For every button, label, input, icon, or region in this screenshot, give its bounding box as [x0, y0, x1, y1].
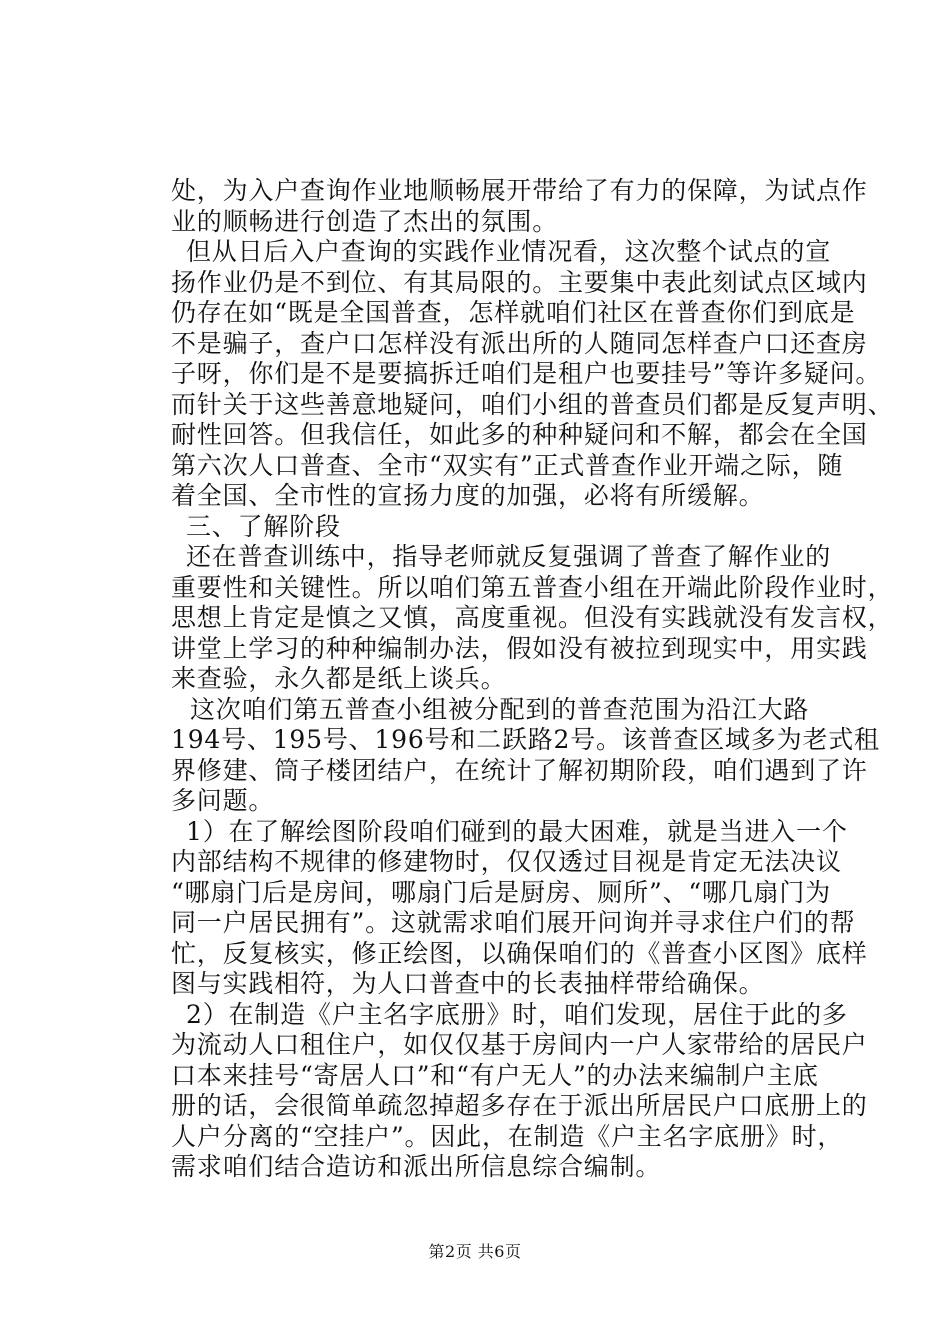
paragraph-start-line: 还在普查训练中，指导老师就反复强调了普查了解作业的 — [186, 542, 832, 571]
list-item-start-line: 2）在制造《户主名字底册》时，咱们发现，居住于此的多 — [186, 999, 848, 1029]
text-line: 着全国、全市性的宣扬力度的加强，必将有所缓解。 — [171, 481, 765, 510]
text-line: 子呀，你们是不是要搞拆迁咱们是租户也要挂号”等许多疑问。 — [171, 359, 882, 388]
text-line: 耐性回答。但我信任，如此多的种种疑问和不解，都会在全国 — [171, 420, 868, 449]
text-line: 图与实践相符，为人口普查中的长表抽样带给确保。 — [171, 969, 765, 998]
text-line: 多问题。 — [171, 786, 275, 815]
text-line: 册的话，会很简单疏忽掉超多存在于派出所居民户口底册上的 — [171, 1091, 868, 1120]
text-line: 口本来挂号“寄居人口”和“有户无人”的办法来编制户主底 — [171, 1060, 819, 1090]
list-item-start-line: 1）在了解绘图阶段咱们碰到的最大困难，就是当进入一个 — [186, 816, 848, 846]
text-line: 同一户居民拥有”。这就需求咱们展开问询并寻求住户们的帮 — [171, 908, 856, 937]
text-line: 第六次人口普查、全市“双实有”正式普查作业开端之际，随 — [171, 450, 844, 480]
paragraph-start-line: 但从日后入户查询的实践作业情况看，这次整个试点的宣 — [186, 237, 832, 266]
paragraph-start-line: 这次咱们第五普查小组被分配到的普查范围为沿江大路 — [190, 694, 810, 724]
text-line: 重要性和关键性。所以咱们第五普查小组在开端此阶段作业时， — [171, 572, 894, 602]
text-line: 而针关于这些善意地疑问，咱们小组的普查员们都是反复声明、 — [171, 389, 894, 419]
text-line: 界修建、筒子楼团结户，在统计了解初期阶段，咱们遇到了许 — [171, 755, 868, 785]
text-line: 不是骗子，查户口怎样没有派出所的人随同怎样查户口还查房 — [171, 328, 868, 358]
text-line: 处，为入户查询作业地顺畅展开带给了有力的保障，为试点作 — [171, 176, 868, 205]
body-text — [171, 176, 894, 1183]
text-line: 扬作业仍是不到位、有其局限的。主要集中表此刻试点区域内 — [171, 267, 868, 297]
text-line: 思想上肯定是慎之又慎，高度重视。但没有实践就没有发言权， — [171, 603, 894, 632]
text-line: 仍存在如“既是全国普查，怎样就咱们社区在普查你们到底是 — [171, 298, 856, 327]
text-line: 为流动人口租住户，如仅仅基于房间内一户人家带给的居民户 — [171, 1030, 868, 1059]
text-line: 需求咱们结合造访和派出所信息综合编制。 — [171, 1152, 662, 1181]
text-line: 内部结构不规律的修建物时，仅仅透过目视是肯定无法决议 — [171, 847, 842, 876]
page-number-footer: 第2页 共6页 — [428, 1242, 522, 1261]
text-line: 讲堂上学习的种种编制办法，假如没有被拉到现实中，用实践 — [171, 633, 868, 663]
text-line: “哪扇门后是房间，哪扇门后是厨房、厕所”、“哪几扇门为 — [171, 877, 831, 907]
text-line: 业的顺畅进行创造了杰出的氛围。 — [171, 206, 559, 236]
text-line: 来查验，永久都是纸上谈兵。 — [171, 664, 507, 693]
text-line: 人户分离的“空挂户”。因此，在制造《户主名字底册》时， — [171, 1121, 844, 1151]
text-line: 忙，反复核实，修正绘图，以确保咱们的《普查小区图》底样 — [171, 938, 868, 968]
section-heading: 三、了解阶段 — [186, 511, 341, 541]
text-line: 194号、195号、196号和二跃路2号。该普查区域多为老式租 — [171, 725, 880, 754]
